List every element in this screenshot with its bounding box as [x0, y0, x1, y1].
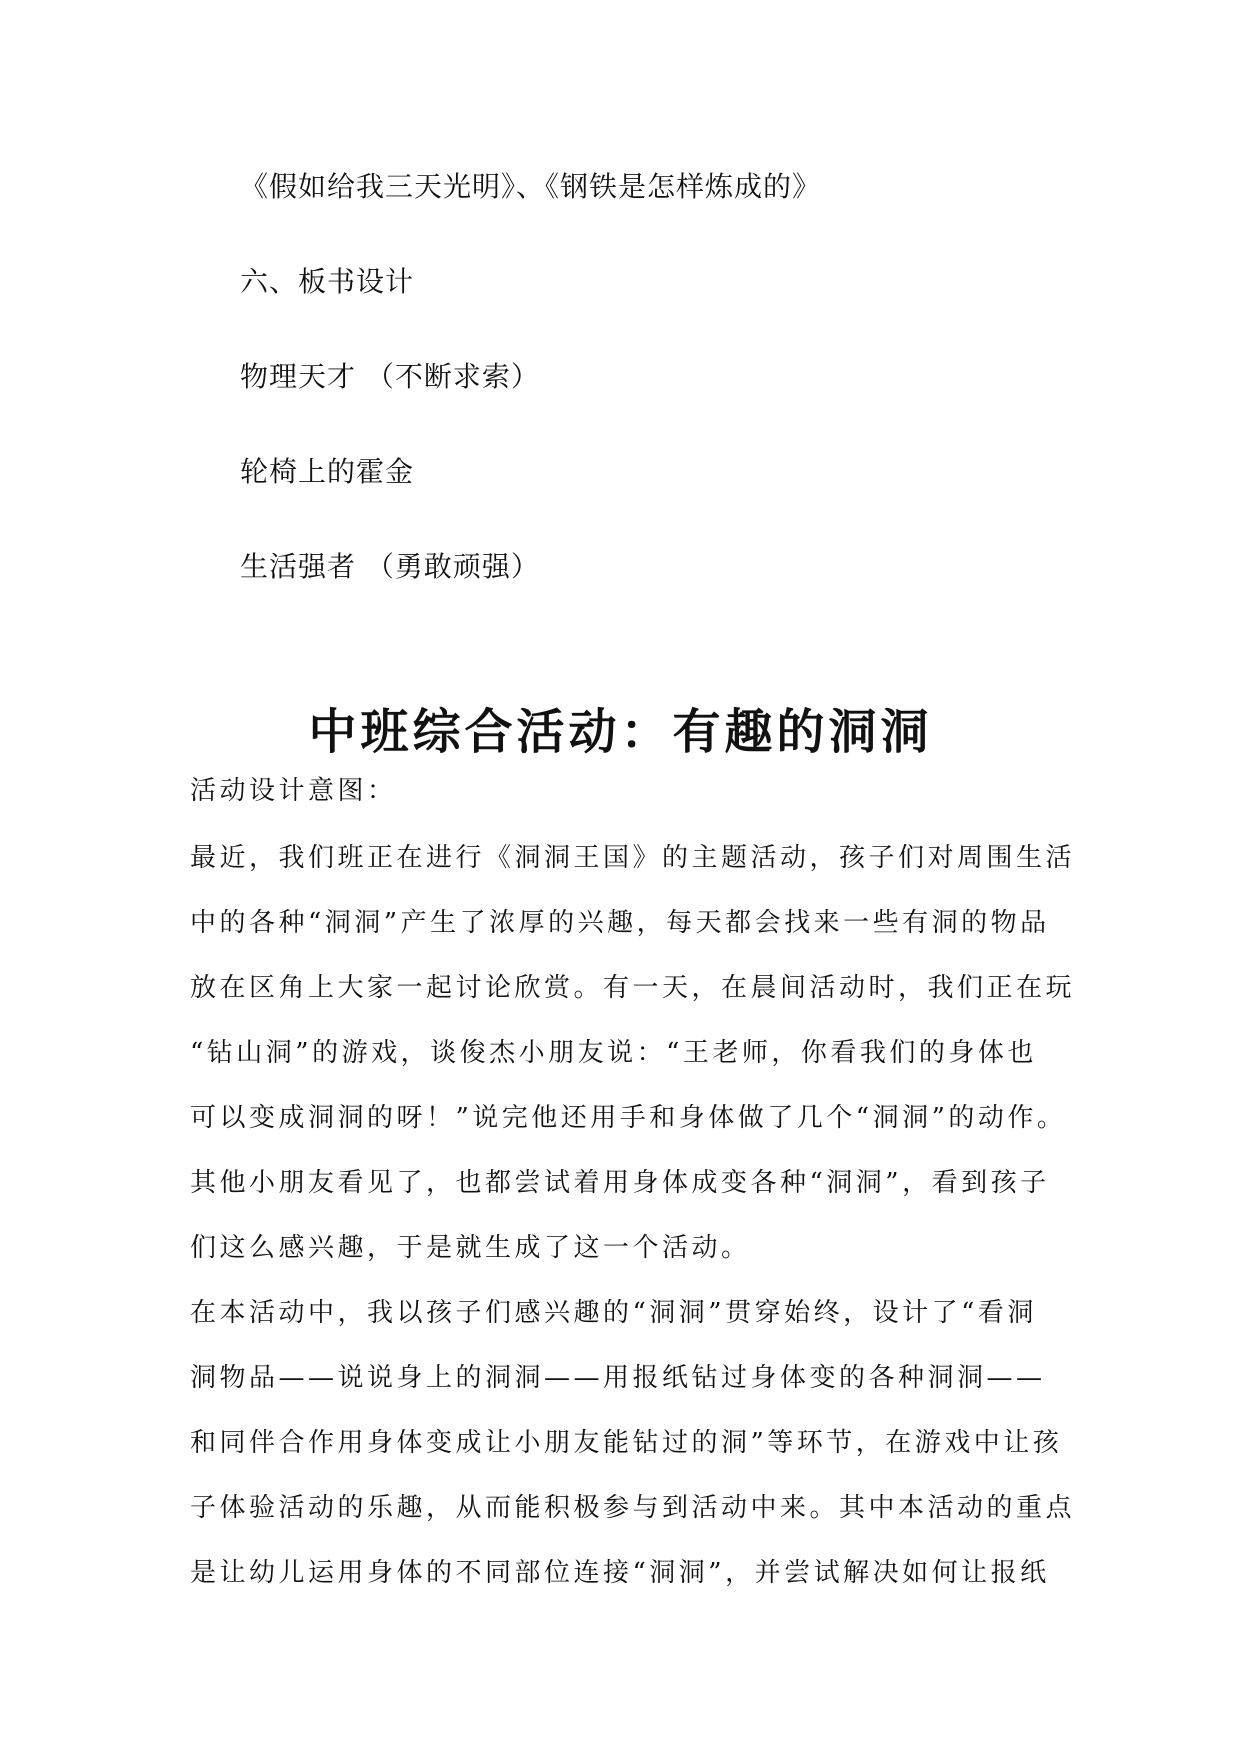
- section-heading: 六、板书设计: [240, 265, 415, 298]
- board-design-line: 生活强者 （勇敢顽强）: [240, 550, 540, 583]
- reading-list-line: 《假如给我三天光明》、《钢铁是怎样炼成的》: [240, 170, 822, 203]
- paragraph-line: 子体验活动的乐趣，从而能积极参与到活动中来。其中本活动的重点: [190, 1493, 1076, 1523]
- board-design-line: 物理天才 （不断求索）: [240, 360, 540, 393]
- paragraph-line: 和同伴合作用身体变成让小朋友能钻过的洞”等环节，在游戏中让孩: [190, 1428, 1063, 1458]
- article-subheading: 活动设计意图：: [190, 776, 397, 806]
- paragraph-line: 在本活动中，我以孩子们感兴趣的“洞洞”贯穿始终，设计了“看洞: [190, 1298, 1037, 1328]
- paragraph-line: 放在区角上大家一起讨论欣赏。有一天，在晨间活动时，我们正在玩: [190, 973, 1076, 1003]
- paragraph-line: 洞物品——说说身上的洞洞——用报纸钻过身体变的各种洞洞——: [190, 1363, 1046, 1393]
- paragraph-line: 们这么感兴趣，于是就生成了这一个活动。: [190, 1233, 751, 1263]
- article-title: 中班综合活动：有趣的洞洞: [308, 704, 933, 760]
- paragraph-line: 可以变成洞洞的呀！”说完他还用手和身体做了几个“洞洞”的动作。: [190, 1103, 1067, 1133]
- paragraph-line: 最近，我们班正在进行《洞洞王国》的主题活动，孩子们对周围生活: [190, 843, 1076, 873]
- paragraph-line: 中的各种“洞洞”产生了浓厚的兴趣，每天都会找来一些有洞的物品: [190, 908, 1050, 938]
- paragraph-line: 其他小朋友看见了，也都尝试着用身体成变各种“洞洞”，看到孩子: [190, 1168, 1050, 1198]
- paragraph-line: 是让幼儿运用身体的不同部位连接“洞洞”，并尝试解决如何让报纸: [190, 1558, 1050, 1588]
- board-design-line: 轮椅上的霍金: [240, 455, 415, 488]
- paragraph-line: “钻山洞”的游戏，谈俊杰小朋友说：“王老师，你看我们的身体也: [190, 1038, 1037, 1068]
